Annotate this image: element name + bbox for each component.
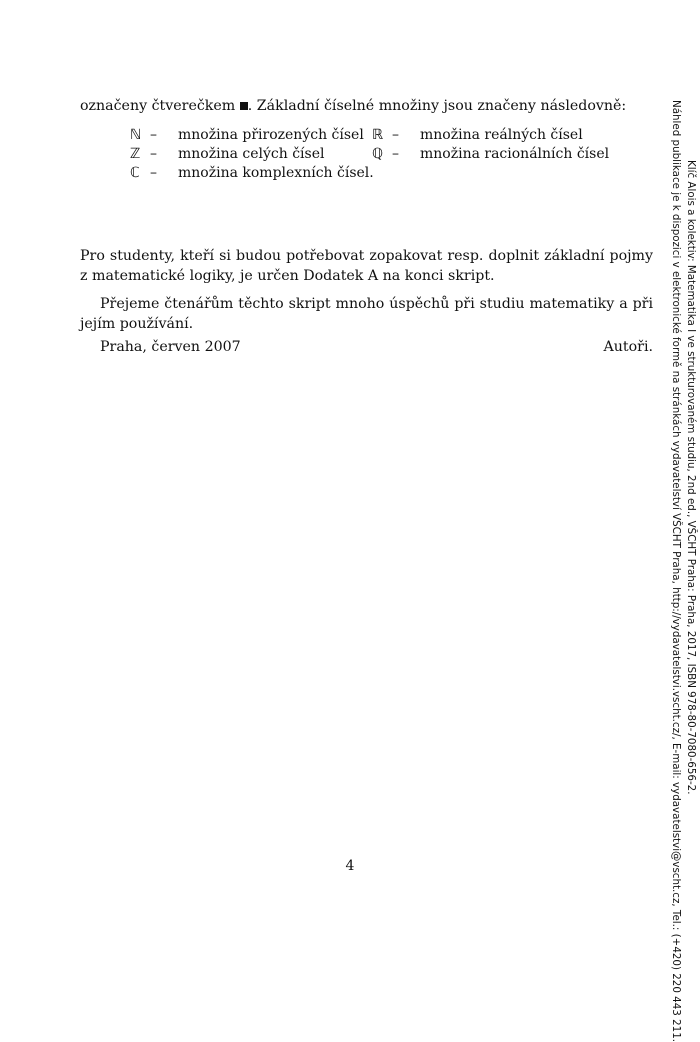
- set-dash: –: [392, 146, 399, 162]
- set-dash: –: [150, 165, 157, 181]
- place-date: Praha, červen 2007: [100, 339, 241, 355]
- set-complex: [130, 164, 374, 183]
- signature-line: [100, 339, 653, 355]
- sidebar-line-citation: Klíč Alois a kolektiv: Matematika I ve strukturovaném studiu, 2nd ed., VŠCHT Praha: Praha, 2017, ISBN 978-80-7080-656-2.: [685, 160, 697, 795]
- intro-line: označeny čtverečkem: [80, 98, 236, 114]
- intro-paragraph: [80, 96, 653, 116]
- set-label: množina celých čísel: [178, 146, 325, 162]
- page-number: 4: [345, 858, 355, 874]
- set-real: [372, 126, 583, 145]
- set-symbol: ℕ: [130, 127, 142, 143]
- set-dash: –: [150, 127, 157, 143]
- black-square-icon: [240, 102, 248, 110]
- publisher-sidebar: [660, 100, 700, 1042]
- set-symbol: ℂ: [130, 165, 140, 181]
- set-rational: [372, 145, 609, 164]
- sidebar-text: [668, 100, 698, 1042]
- set-symbol: ℝ: [372, 127, 384, 143]
- set-label: množina přirozených čísel: [178, 127, 364, 143]
- set-dash: –: [150, 146, 157, 162]
- intro-rest: . Základní číselné množiny jsou značeny následovně:: [247, 98, 627, 114]
- logic-paragraph: Pro studenty, kteří si budou potřebovat zopakovat resp. doplnit základní pojmy z matematické logiky, je určen Dodatek A na konci skript.: [80, 248, 653, 284]
- set-label: množina komplexních čísel.: [178, 165, 374, 181]
- set-dash: –: [392, 127, 399, 143]
- set-label: množina reálných čísel: [420, 127, 583, 143]
- set-natural: [130, 126, 364, 145]
- wishes-paragraph: Přejeme čtenářům těchto skript mnoho úspěchů při studiu matematiky a při jejím používání.: [80, 296, 653, 332]
- set-symbol: ℚ: [372, 146, 384, 162]
- set-label: množina racionálních čísel: [420, 146, 610, 162]
- authors: Autoři.: [603, 339, 653, 355]
- set-symbol: ℤ: [130, 146, 141, 162]
- set-integer: [130, 145, 324, 164]
- sidebar-line-preview: Náhled publikace je k dispozici v elektronické formě na stránkách vydavatelství VŠCHT Praha, http://vydavatelstvi.vscht.cz/, E-mail: vydavatelstvi@vscht.cz, Tel.: (+420) 220 443 211.: [670, 100, 682, 1042]
